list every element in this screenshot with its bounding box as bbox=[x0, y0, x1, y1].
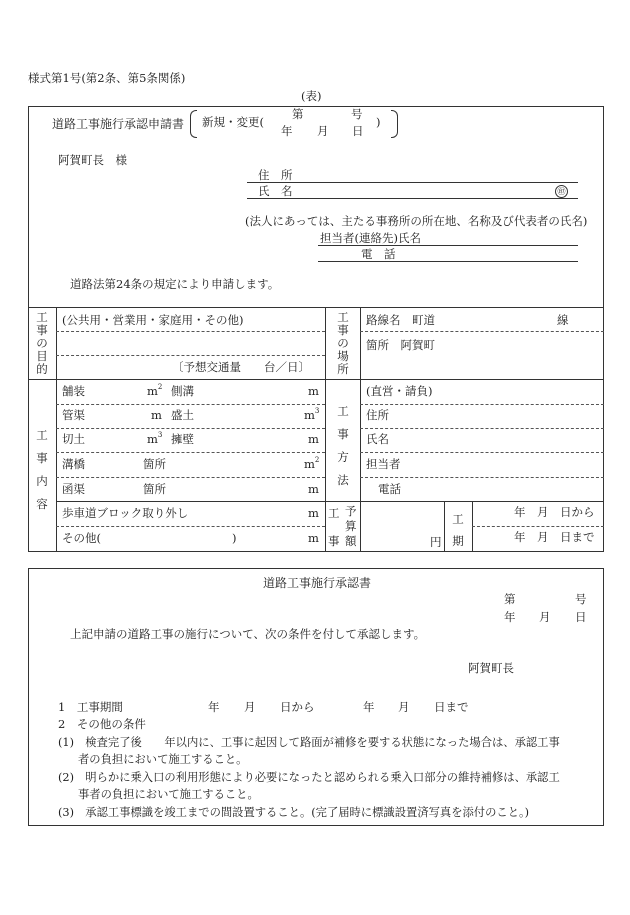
date-tsuki: 月 bbox=[317, 124, 329, 138]
purpose-label: 工 事 の 目 的 bbox=[36, 310, 48, 376]
dashed-line bbox=[472, 526, 604, 527]
budget-label-b: 事 bbox=[328, 534, 340, 548]
form-number: 様式第1号(第2条、第5条関係) bbox=[28, 71, 186, 85]
approval-hi: 日 bbox=[575, 610, 587, 624]
grid-line bbox=[28, 379, 604, 380]
content-row-bu: m bbox=[308, 482, 319, 496]
approval-title: 道路工事施行承認書 bbox=[263, 576, 372, 590]
seal-mark: ㊞ bbox=[555, 185, 568, 198]
content-row-bu: $m^3$ bbox=[304, 407, 320, 422]
method-label: 工 事 方 法 bbox=[337, 404, 349, 487]
budget-label-a: 工 bbox=[328, 506, 340, 520]
location-label: 工 事 の 場 所 bbox=[337, 310, 349, 376]
approval-tsuki: 月 bbox=[539, 610, 551, 624]
period-item-tsuki: 月 bbox=[398, 700, 410, 714]
period-from: 年 月 日から bbox=[514, 505, 595, 519]
content-row-b: 盛土 bbox=[171, 408, 194, 422]
condition-2: (2) 明らかに乗入口の利用形態により必要になったと認められる乗入口部分の維持補修は、承認工 bbox=[58, 771, 560, 784]
purpose-options: (公共用・営業用・家庭用・その他) bbox=[62, 313, 244, 327]
method-name: 氏名 bbox=[366, 432, 389, 446]
dashed-line bbox=[360, 452, 604, 453]
bracket-right bbox=[391, 110, 398, 138]
address-line bbox=[247, 182, 578, 183]
other-work-close: ) bbox=[232, 531, 237, 545]
content-row-b: 擁壁 bbox=[171, 432, 194, 446]
dashed-line bbox=[56, 526, 325, 527]
application-kind: 新規・変更( bbox=[202, 115, 264, 129]
location-place: 箇所 阿賀町 bbox=[366, 338, 435, 352]
grid-line bbox=[325, 307, 326, 552]
dashed-line bbox=[56, 355, 325, 356]
kind-close-paren: ) bbox=[376, 115, 381, 129]
grid-line bbox=[56, 501, 604, 502]
condition-3: (3) 承認工事標識を竣工までの間設置すること。(完了届時に標識設置済写真を添付のこと。) bbox=[58, 806, 530, 819]
grid-line bbox=[360, 307, 361, 552]
content-row-au: 箇所 bbox=[143, 457, 166, 471]
period-label: 工 期 bbox=[452, 512, 464, 548]
approval-issuer: 阿賀町長 bbox=[468, 661, 514, 675]
content-row-bu: m bbox=[308, 432, 319, 446]
date-nen: 年 bbox=[281, 124, 293, 138]
contact-label: 担当者(連絡先)氏名 bbox=[320, 231, 421, 245]
budget-label-e: 額 bbox=[345, 534, 357, 548]
period-to: 年 月 日まで bbox=[514, 530, 595, 544]
dashed-line bbox=[360, 428, 604, 429]
phone-label: 電 話 bbox=[361, 247, 396, 261]
dashed-line bbox=[56, 428, 325, 429]
condition-1-cont: 者の負担において施工すること。 bbox=[78, 753, 248, 766]
dashed-line bbox=[360, 477, 604, 478]
budget-label-c: 予 bbox=[345, 504, 357, 518]
period-item-tsuki: 月 bbox=[244, 700, 256, 714]
method-contact: 担当者 bbox=[366, 457, 401, 471]
route-suffix: 線 bbox=[557, 313, 569, 327]
corporate-note: (法人にあっては、主たる事務所の所在地、名称及び代表者の氏名) bbox=[245, 214, 588, 228]
dashed-line bbox=[56, 404, 325, 405]
block-removal: 歩車道ブロック取り外し bbox=[62, 506, 189, 520]
content-row-au: $m^3$ bbox=[147, 431, 163, 446]
period-item-nen: 年 bbox=[208, 700, 220, 714]
form-side-label: (表) bbox=[301, 89, 322, 103]
content-row-bu: m bbox=[308, 384, 319, 398]
grid-line bbox=[28, 307, 604, 308]
budget-unit: 円 bbox=[430, 535, 442, 549]
application-title: 道路工事施行承認申請書 bbox=[52, 117, 185, 131]
approval-go: 号 bbox=[575, 592, 587, 606]
content-row-au: 箇所 bbox=[143, 482, 166, 496]
period-item-from: 日から bbox=[280, 700, 315, 714]
dashed-line bbox=[360, 404, 604, 405]
dashed-line bbox=[56, 477, 325, 478]
approval-nen: 年 bbox=[504, 610, 516, 624]
application-statement: 道路法第24条の規定により申請します。 bbox=[70, 277, 280, 291]
dashed-line bbox=[56, 452, 325, 453]
approval-dai: 第 bbox=[504, 592, 516, 606]
content-row-au: m bbox=[151, 408, 162, 422]
condition-2-cont: 事者の負担において施工すること。 bbox=[78, 788, 259, 801]
expected-traffic: 〔予想交通量 台／日〕 bbox=[172, 360, 310, 374]
conditions-label: 2 その他の条件 bbox=[58, 717, 146, 731]
other-work: その他( bbox=[62, 531, 101, 545]
content-row-b: 側溝 bbox=[171, 384, 194, 398]
name-line bbox=[247, 198, 578, 199]
route-name: 路線名 町道 bbox=[366, 313, 435, 327]
period-item-to: 日まで bbox=[434, 700, 469, 714]
content-label: 工 事 内 容 bbox=[36, 428, 48, 511]
address-label: 住 所 bbox=[258, 168, 293, 182]
content-row-au: $m^2$ bbox=[147, 383, 163, 398]
bracket-left bbox=[190, 110, 197, 138]
addressee: 阿賀町長 様 bbox=[58, 153, 127, 167]
content-row-bu: $m^2$ bbox=[304, 456, 320, 471]
approval-statement: 上記申請の道路工事の施行について、次の条件を付して承認します。 bbox=[70, 627, 426, 641]
phone-line bbox=[318, 261, 578, 262]
period-item-label: 1 工事期間 bbox=[58, 700, 123, 714]
block-removal-unit: m bbox=[308, 506, 319, 520]
dashed-line bbox=[360, 331, 604, 332]
content-row-a: 切土 bbox=[62, 432, 85, 446]
content-row-a: 舗装 bbox=[62, 384, 85, 398]
period-item-nen: 年 bbox=[363, 700, 375, 714]
method-phone: 電話 bbox=[378, 482, 401, 496]
date-hi: 日 bbox=[352, 124, 364, 138]
other-work-unit: m bbox=[308, 531, 319, 545]
content-row-a: 函渠 bbox=[62, 482, 85, 496]
grid-line bbox=[56, 307, 57, 552]
dashed-line bbox=[56, 331, 325, 332]
content-row-a: 管渠 bbox=[62, 408, 85, 422]
method-type: (直営・請負) bbox=[366, 384, 433, 398]
name-label: 氏 名 bbox=[258, 184, 293, 198]
grid-line bbox=[444, 501, 445, 552]
budget-label-d: 算 bbox=[345, 519, 357, 533]
number-go: 号 bbox=[351, 107, 363, 121]
method-address: 住所 bbox=[366, 408, 389, 422]
condition-1: (1) 検査完了後 年以内に、工事に起因して路面が補修を要する状態になった場合は、承認工事 bbox=[58, 736, 560, 749]
contact-line bbox=[318, 245, 578, 246]
number-dai: 第 bbox=[292, 107, 304, 121]
content-row-a: 溝橋 bbox=[62, 457, 85, 471]
